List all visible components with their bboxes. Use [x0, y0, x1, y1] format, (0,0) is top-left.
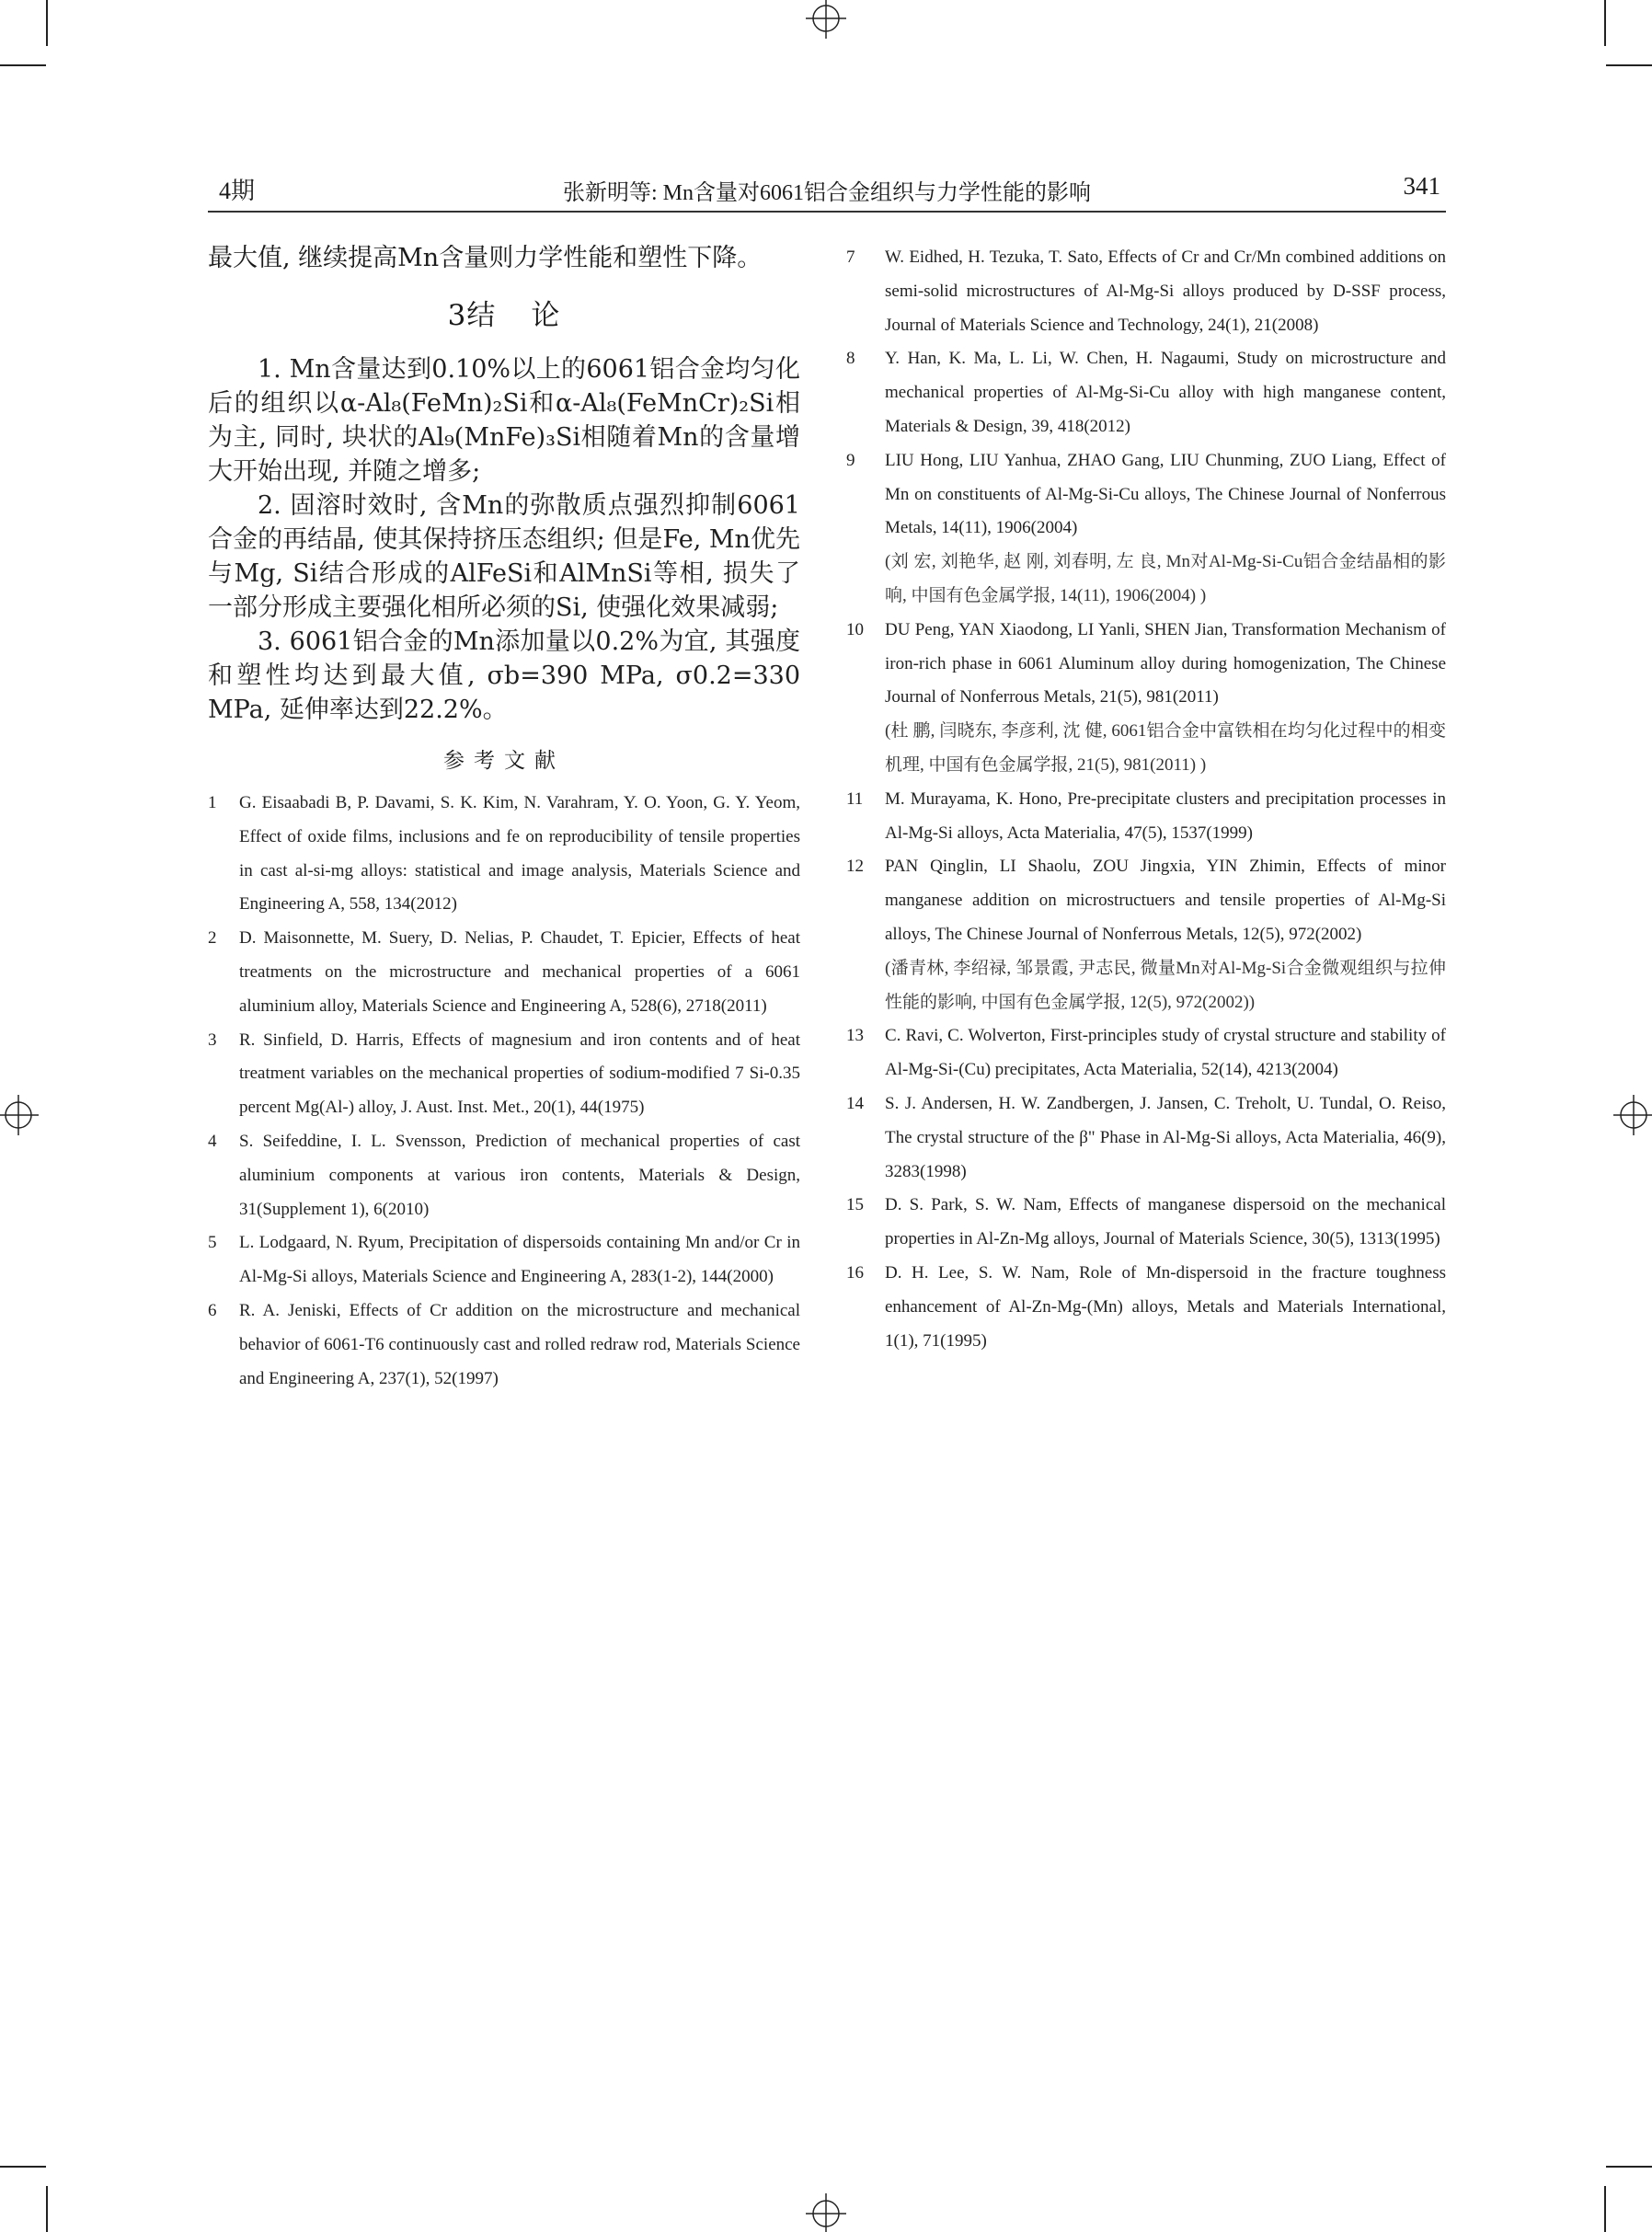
crop-mark: [0, 2166, 46, 2168]
section-title-word: 论: [531, 299, 561, 332]
running-title: 张新明等: Mn含量对6061铝合金组织与力学性能的影响: [562, 181, 1091, 205]
crop-mark: [1604, 0, 1606, 46]
crop-mark: [46, 2186, 48, 2232]
registration-mark-icon: [802, 0, 850, 48]
reference-number: 1: [208, 793, 217, 812]
crop-mark: [1606, 2166, 1652, 2168]
conclusions-body: [208, 352, 800, 727]
conclusion-paragraph: 3. 6061铝合金的Mn添加量以0.2%为宜, 其强度和塑性均达到最大值, σb=390 MPa, σ0.2=330 MPa, 延伸率达到22.2%。: [208, 627, 800, 724]
reference-item: [208, 1125, 800, 1226]
reference-text: D. Maisonnette, M. Suery, D. Nelias, P. Chaudet, T. Epicier, Effects of heat treatments on the microstructure and mechanical properties of a 6061 aluminium alloy, Materials Science and Engineering A, 528(6), 2718(2011): [239, 928, 800, 1016]
reference-item: [208, 1226, 800, 1294]
running-header: [208, 168, 1446, 213]
reference-text: S. J. Andersen, H. W. Zandbergen, J. Jansen, C. Treholt, U. Tundal, O. Reiso, The crystal structure of the β" Phase in Al-Mg-Si alloys, Acta Materialia, 46(9), 3283(1998): [885, 1093, 1446, 1181]
reference-number: 6: [208, 1300, 217, 1320]
reference-item: [846, 342, 1446, 443]
reference-text: M. Murayama, K. Hono, Pre-precipitate clusters and precipitation processes in Al-Mg-Si alloys, Acta Materialia, 47(5), 1537(1999): [885, 788, 1446, 843]
reference-chinese-text: (潘青林, 李绍禄, 邹景霞, 尹志民, 微量Mn对Al-Mg-Si合金微观组织与拉伸性能的影响, 中国有色金属学报, 12(5), 972(2002)): [885, 958, 1446, 1012]
reference-item: [846, 783, 1446, 851]
crop-mark: [1604, 2186, 1606, 2232]
reference-item: [846, 1189, 1446, 1257]
reference-number: 5: [208, 1233, 217, 1253]
reference-number: 3: [208, 1030, 217, 1050]
crop-mark: [0, 64, 46, 66]
reference-text: W. Eidhed, H. Tezuka, T. Sato, Effects of Cr and Cr/Mn combined additions on semi-solid microstructures of Al-Mg-Si alloys produced by D-SSF process, Journal of Materials Science and Technology, 24(1), 21(2008): [885, 247, 1446, 335]
reference-number: 12: [846, 857, 864, 877]
reference-text: D. S. Park, S. W. Nam, Effects of manganese dispersoid on the mechanical properties in Al-Zn-Mg alloys, Journal of Materials Science, 30(5), 1313(1995): [885, 1195, 1446, 1249]
page-number: 341: [1403, 172, 1440, 200]
conclusion-paragraph: 1. Mn含量达到0.10%以上的6061铝合金均匀化后的组织以α-Al₈(FeMn)₂Si和α-Al₈(FeMnCr)₂Si相为主, 同时, 块状的Al₉(MnFe)₃Si相随着Mn的含量增大开始出现, 并随之增多;: [208, 355, 800, 486]
reference-chinese-text: (杜 鹏, 闫晓东, 李彦利, 沈 健, 6061铝合金中富铁相在均匀化过程中的相变机理, 中国有色金属学报, 21(5), 981(2011) ): [885, 721, 1446, 775]
continued-text: 最大值, 继续提高Mn含量则力学性能和塑性下降。: [208, 244, 763, 272]
reference-item: [846, 1019, 1446, 1087]
reference-text: LIU Hong, LIU Yanhua, ZHAO Gang, LIU Chunming, ZUO Liang, Effect of Mn on constituents of Al-Mg-Si-Cu alloys, The Chinese Journal of Nonferrous Metals, 14(11), 1906(2004): [885, 450, 1446, 538]
reference-item: [846, 850, 1446, 1019]
section-title: [208, 297, 800, 334]
reference-text: R. Sinfield, D. Harris, Effects of magnesium and iron contents and of heat treatment variables on the mechanical properties of sodium-modified 7 Si-0.35 percent Mg(Al-) alloy, J. Aust. Inst. Met., 20(1), 44(1975): [239, 1030, 800, 1118]
reference-text: S. Seifeddine, I. L. Svensson, Prediction of mechanical properties of cast aluminium components at various iron contents, Materials & Design, 31(Supplement 1), 6(2010): [239, 1131, 800, 1219]
reference-number: 7: [846, 247, 855, 267]
reference-item: [208, 1024, 800, 1125]
crop-mark: [1606, 64, 1652, 66]
reference-item: [208, 922, 800, 1023]
reference-item: [208, 1294, 800, 1396]
registration-mark-icon: [0, 1091, 48, 1139]
reference-number: 2: [208, 928, 217, 949]
reference-item: [208, 787, 800, 922]
reference-item: [846, 614, 1446, 783]
registration-mark-icon: [802, 2184, 850, 2232]
reference-number: 9: [846, 450, 855, 470]
crop-mark: [46, 0, 48, 46]
reference-chinese-text: (刘 宏, 刘艳华, 赵 刚, 刘春明, 左 良, Mn对Al-Mg-Si-Cu铝合金结晶相的影响, 中国有色金属学报, 14(11), 1906(2004) ): [885, 552, 1446, 605]
reference-text: DU Peng, YAN Xiaodong, LI Yanli, SHEN Jian, Transformation Mechanism of iron-rich phase in 6061 Aluminum alloy during homogenization, The Chinese Journal of Nonferrous Metals, 21(5), 981(2011): [885, 619, 1446, 708]
references-title: 参考文献: [443, 749, 565, 773]
reference-text: C. Ravi, C. Wolverton, First-principles study of crystal structure and stability of Al-Mg-Si-(Cu) precipitates, Acta Materialia, 52(14), 4213(2004): [885, 1026, 1446, 1080]
left-column: [208, 241, 800, 1396]
reference-item: [846, 241, 1446, 342]
reference-number: 13: [846, 1026, 864, 1046]
reference-text: G. Eisaabadi B, P. Davami, S. K. Kim, N. Varahram, Y. O. Yoon, G. Y. Yeom, Effect of oxide films, inclusions and fe on reproducibility of tensile properties in cast al-si-mg alloys: statistical and image analysis, Materials Science and Engineering A, 558, 134(2012): [239, 793, 800, 915]
reference-item: [846, 444, 1446, 614]
section-title-number: 3结: [447, 299, 497, 332]
reference-number: 11: [846, 788, 864, 809]
reference-number: 15: [846, 1195, 864, 1215]
issue-label: 4期: [219, 178, 256, 204]
reference-text: Y. Han, K. Ma, L. Li, W. Chen, H. Nagaumi, Study on microstructure and mechanical properties of Al-Mg-Si-Cu alloy with high manganese content, Materials & Design, 39, 418(2012): [885, 349, 1446, 436]
reference-text: L. Lodgaard, N. Ryum, Precipitation of dispersoids containing Mn and/or Cr in Al-Mg-Si alloys, Materials Science and Engineering A, 283(1-2), 144(2000): [239, 1233, 800, 1287]
right-column: [846, 241, 1446, 1358]
reference-number: 10: [846, 619, 864, 639]
conclusion-paragraph: 2. 固溶时效时, 含Mn的弥散质点强烈抑制6061合金的再结晶, 使其保持挤压态组织; 但是Fe, Mn优先与Mg, Si结合形成的AlFeSi和AlMnSi等相, 损失了一部分形成主要强化相所必须的Si, 使强化效果减弱;: [208, 491, 800, 622]
reference-text: PAN Qinglin, LI Shaolu, ZOU Jingxia, YIN Zhimin, Effects of minor manganese addition on microstructuers and tensile properties of Al-Mg-Si alloys, The Chinese Journal of Nonferrous Metals, 12(5), 972(2002): [885, 857, 1446, 944]
reference-text: R. A. Jeniski, Effects of Cr addition on the microstructure and mechanical behavior of 6061-T6 continuously cast and rolled redraw rod, Materials Science and Engineering A, 237(1), 52(1997): [239, 1300, 800, 1388]
reference-number: 4: [208, 1131, 217, 1151]
reference-number: 8: [846, 349, 855, 369]
reference-number: 16: [846, 1262, 864, 1283]
registration-mark-icon: [1604, 1091, 1652, 1139]
reference-item: [846, 1087, 1446, 1189]
reference-item: [846, 1257, 1446, 1358]
reference-number: 14: [846, 1093, 864, 1113]
reference-text: D. H. Lee, S. W. Nam, Role of Mn-dispersoid in the fracture toughness enhancement of Al-Zn-Mg-(Mn) alloys, Metals and Materials International, 1(1), 71(1995): [885, 1262, 1446, 1351]
